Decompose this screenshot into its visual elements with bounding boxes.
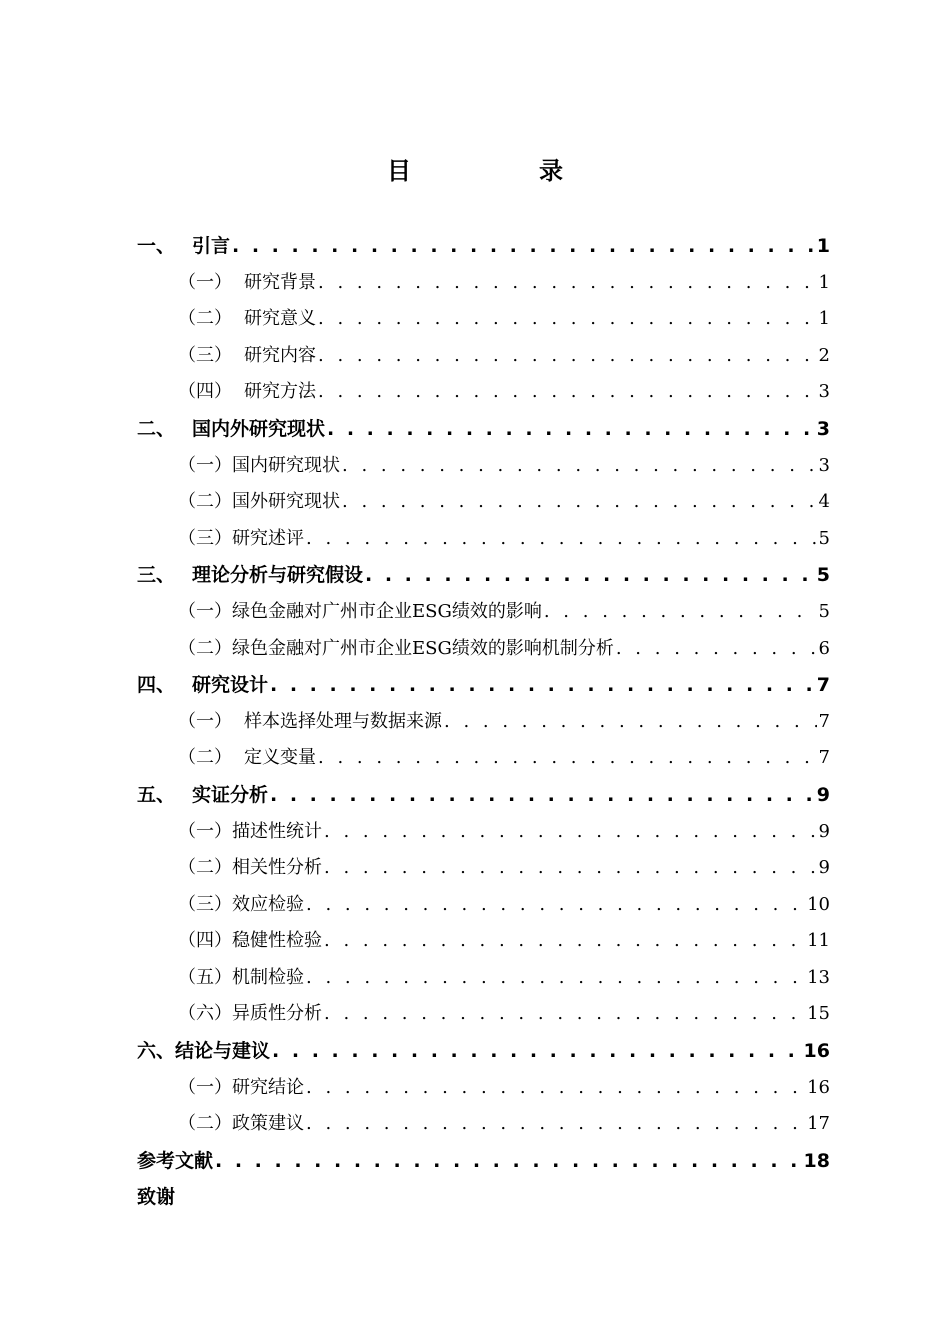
toc-entry-title: 国内外研究现状 (192, 417, 326, 440)
toc-entry-number: 五、 (137, 783, 176, 806)
toc-page-number: 5 (818, 527, 830, 549)
toc-entry-title: 机制检验 (232, 966, 304, 988)
toc-entry-title: 引言 (192, 235, 231, 257)
toc-entry-title: 异质性分析 (232, 1003, 322, 1025)
toc-entry-number: （二） (178, 491, 232, 513)
toc-dot-leader (544, 594, 817, 631)
toc-dot-leader (272, 1033, 802, 1070)
toc-dot-leader (365, 557, 815, 594)
toc-chapter-entry[interactable] (137, 667, 830, 704)
toc-entry-title: 效应检验 (232, 893, 304, 915)
toc-entry-number: （六） (178, 1003, 232, 1025)
toc-dot-leader (324, 923, 805, 960)
toc-section-entry[interactable] (137, 374, 830, 411)
toc-entry-title: 样本选择处理与数据来源 (244, 710, 442, 732)
toc-dot-leader (444, 704, 817, 741)
toc-page-number: 1 (818, 271, 830, 293)
toc-chapter-entry[interactable] (137, 1179, 830, 1216)
toc-entry-title: 研究内容 (244, 344, 316, 366)
toc-entry-number: （三） (178, 527, 232, 549)
toc-entry-number: （二） (178, 747, 232, 769)
toc-page-number: 2 (818, 344, 830, 366)
toc-entry-title: 实证分析 (192, 783, 269, 806)
toc-entry-number: （一） (178, 454, 232, 476)
toc-entry-number: （四） (178, 930, 232, 952)
toc-page-number: 16 (803, 1040, 830, 1063)
toc-entry-number: 六、 (137, 1040, 176, 1063)
toc-page-number: 5 (816, 564, 830, 587)
toc-entry-title: 参考文献 (137, 1149, 214, 1172)
toc-section-entry[interactable] (137, 850, 830, 887)
toc-dot-leader (270, 667, 815, 704)
toc-dot-leader (215, 1143, 802, 1180)
toc-entry-number: （二） (178, 308, 232, 330)
toc-dot-leader (306, 1106, 805, 1143)
toc-entry-number: 四、 (137, 674, 176, 697)
toc-section-entry[interactable] (137, 448, 830, 485)
toc-entry-title: 国内研究现状 (232, 454, 340, 476)
toc-entry-number: （三） (178, 344, 232, 366)
toc-page-number: 13 (807, 966, 830, 988)
toc-dot-leader (327, 411, 815, 448)
toc-dot-leader (318, 338, 817, 375)
toc-entry-title: 研究意义 (244, 308, 316, 330)
toc-page-number: 11 (807, 930, 830, 952)
toc-dot-leader (318, 265, 817, 302)
toc-dot-leader (318, 740, 817, 777)
toc-dot-leader (318, 374, 817, 411)
toc-page-number: 1 (816, 235, 830, 257)
toc-entry-number: （二） (178, 1113, 232, 1135)
toc-entry-title: 研究述评 (232, 527, 304, 549)
toc-section-entry[interactable] (137, 814, 830, 851)
toc-entry-number: （一） (178, 271, 232, 293)
toc-dot-leader (232, 228, 815, 265)
toc-section-entry[interactable] (137, 887, 830, 924)
toc-dot-leader (306, 887, 805, 924)
toc-section-entry[interactable] (137, 1106, 830, 1143)
toc-dot-leader (342, 448, 817, 485)
toc-entry-number: （五） (178, 966, 232, 988)
toc-page-number: 16 (807, 1076, 830, 1098)
toc-page-number: 4 (818, 491, 830, 513)
toc-entry-number: 三、 (137, 564, 176, 587)
toc-entry-number: （一） (178, 710, 232, 732)
toc-section-entry[interactable] (137, 265, 830, 302)
toc-page-number: 5 (818, 600, 830, 622)
toc-entry-title: 研究方法 (244, 381, 316, 403)
toc-entry-number: （一） (178, 820, 232, 842)
toc-chapter-entry[interactable] (137, 228, 830, 265)
toc-section-entry[interactable] (137, 704, 830, 741)
toc-page-number: 15 (807, 1003, 830, 1025)
toc-dot-leader (306, 1070, 805, 1107)
toc-page-number: 18 (803, 1149, 830, 1172)
toc-dot-leader (324, 850, 817, 887)
toc-entry-number: （四） (178, 381, 232, 403)
toc-dot-leader (616, 631, 817, 668)
toc-entry-title: 政策建议 (232, 1113, 304, 1135)
toc-section-entry[interactable] (137, 740, 830, 777)
toc-dot-leader (306, 521, 817, 558)
toc-entry-number: （三） (178, 893, 232, 915)
toc-section-entry[interactable] (137, 631, 830, 668)
page-title: 目 录 (387, 156, 615, 185)
toc-entry-number: （一） (178, 1076, 232, 1098)
toc-chapter-entry[interactable] (137, 777, 830, 814)
toc-section-entry[interactable] (137, 301, 830, 338)
toc-page-number: 9 (816, 783, 830, 806)
table-of-contents (137, 228, 830, 1216)
toc-entry-title: 致谢 (137, 1186, 176, 1209)
toc-section-entry[interactable] (137, 594, 830, 631)
toc-section-entry[interactable] (137, 960, 830, 997)
toc-entry-title: 结论与建议 (175, 1040, 271, 1063)
toc-section-entry[interactable] (137, 1070, 830, 1107)
toc-dot-leader (324, 814, 817, 851)
toc-section-entry[interactable] (137, 521, 830, 558)
toc-dot-leader (306, 960, 805, 997)
toc-section-entry[interactable] (137, 923, 830, 960)
toc-chapter-entry[interactable] (137, 1033, 830, 1070)
toc-entry-title: 研究结论 (232, 1076, 304, 1098)
toc-page-number: 6 (818, 637, 830, 659)
toc-page-number: 3 (816, 417, 830, 440)
toc-dot-leader (324, 996, 805, 1033)
toc-section-entry[interactable] (137, 338, 830, 375)
toc-entry-title: 研究设计 (192, 674, 269, 697)
toc-section-entry[interactable] (137, 484, 830, 521)
toc-entry-title: 相关性分析 (232, 857, 322, 879)
toc-page-number: 17 (807, 1113, 830, 1135)
toc-entry-title: 理论分析与研究假设 (192, 564, 364, 587)
toc-page-number: 9 (818, 820, 830, 842)
toc-entry-number: （二） (178, 637, 232, 659)
toc-entry-title: 研究背景 (244, 271, 316, 293)
toc-dot-leader (342, 484, 817, 521)
toc-entry-title: 国外研究现状 (232, 491, 340, 513)
toc-page-number: 1 (818, 308, 830, 330)
toc-page-number: 9 (818, 857, 830, 879)
toc-page-number: 7 (816, 674, 830, 697)
toc-entry-number: （一） (178, 600, 232, 622)
toc-chapter-entry[interactable] (137, 411, 830, 448)
toc-dot-leader (270, 777, 815, 814)
toc-page-number: 3 (818, 381, 830, 403)
toc-entry-title: 绿色金融对广州市企业ESG绩效的影响机制分析 (232, 637, 614, 659)
toc-entry-title: 描述性统计 (232, 820, 322, 842)
toc-chapter-entry[interactable] (137, 557, 830, 594)
toc-entry-title: 绿色金融对广州市企业ESG绩效的影响 (232, 600, 542, 622)
toc-entry-number: （二） (178, 857, 232, 879)
toc-entry-title: 定义变量 (244, 747, 316, 769)
toc-page-number: 7 (818, 710, 830, 732)
toc-entry-number: 二、 (137, 417, 176, 440)
toc-page-number: 7 (818, 747, 830, 769)
toc-page-number: 10 (807, 893, 830, 915)
toc-page-number: 3 (818, 454, 830, 476)
toc-entry-title: 稳健性检验 (232, 930, 322, 952)
toc-chapter-entry[interactable] (137, 1143, 830, 1180)
toc-entry-number: 一、 (137, 235, 176, 257)
toc-section-entry[interactable] (137, 996, 830, 1033)
toc-dot-leader (318, 301, 817, 338)
